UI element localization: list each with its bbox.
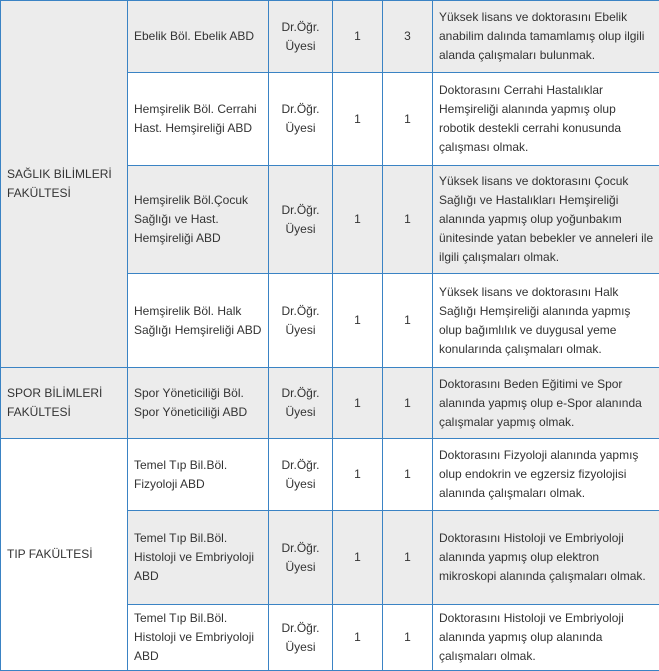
faculty-name: SPOR BİLİMLERİ FAKÜLTESİ bbox=[7, 386, 102, 419]
unit-cell: Hemşirelik Böl. Halk Sağlığı Hemşireliği ABD bbox=[128, 274, 269, 368]
unit-cell: Ebelik Böl. Ebelik ABD bbox=[128, 1, 269, 73]
table-row bbox=[1, 368, 659, 439]
title-cell: Dr.Öğr. Üyesi bbox=[269, 73, 333, 166]
count-cell: 1 bbox=[333, 1, 383, 73]
requirement-cell: Doktorasını Histoloji ve Embriyoloji alanında yapmış olup elektron mikroskopi alanında çalışmaları olmak. bbox=[433, 511, 659, 605]
count-cell: 1 bbox=[333, 605, 383, 671]
count-cell: 1 bbox=[333, 274, 383, 368]
unit-cell: Temel Tıp Bil.Böl. Histoloji ve Embriyoloji ABD bbox=[128, 511, 269, 605]
requirement-cell: Yüksek lisans ve doktorasını Halk Sağlığı Hemşireliği alanında yapmış olup bağımlılık ve duygusal yeme konularında çalışmaları olmak. bbox=[433, 274, 659, 368]
requirement-cell: Yüksek lisans ve doktorasını Çocuk Sağlığı ve Hastalıkları Hemşireliği alanında yapmış olup yoğunbakım ünitesinde yatan bebekler ve anneleri ile ilgili çalışmaları olmak. bbox=[433, 166, 659, 274]
count-cell: 1 bbox=[333, 368, 383, 439]
title-cell: Dr.Öğr. Üyesi bbox=[269, 439, 333, 511]
requirement-cell: Doktorasını Cerrahi Hastalıklar Hemşireliği alanında yapmış olup robotik destekli cerrahi konusunda çalışması olmak. bbox=[433, 73, 659, 166]
requirement-cell: Doktorasını Histoloji ve Embriyoloji alanında yapmış olup alanında çalışmaları olmak. bbox=[433, 605, 659, 671]
requirement-cell: Doktorasını Beden Eğitimi ve Spor alanında yapmış olup e-Spor alanında çalışmalar yapmış olmak. bbox=[433, 368, 659, 439]
title-cell: Dr.Öğr. Üyesi bbox=[269, 605, 333, 671]
count-cell: 1 bbox=[333, 166, 383, 274]
count-cell: 1 bbox=[333, 73, 383, 166]
points-cell: 1 bbox=[383, 368, 433, 439]
title-cell: Dr.Öğr. Üyesi bbox=[269, 166, 333, 274]
table-row bbox=[1, 1, 659, 73]
faculty-cell bbox=[1, 439, 128, 671]
count-cell: 1 bbox=[333, 511, 383, 605]
points-cell: 1 bbox=[383, 274, 433, 368]
points-cell: 1 bbox=[383, 511, 433, 605]
title-cell: Dr.Öğr. Üyesi bbox=[269, 274, 333, 368]
unit-cell: Temel Tıp Bil.Böl. Histoloji ve Embriyoloji ABD bbox=[128, 605, 269, 671]
title-cell: Dr.Öğr. Üyesi bbox=[269, 1, 333, 73]
table-row bbox=[1, 439, 659, 511]
requirement-cell: Doktorasını Fizyoloji alanında yapmış olup endokrin ve egzersiz fizyolojisi alanında çalışmaları olmak. bbox=[433, 439, 659, 511]
faculty-name: TIP FAKÜLTESİ bbox=[7, 547, 93, 561]
unit-cell: Temel Tıp Bil.Böl. Fizyoloji ABD bbox=[128, 439, 269, 511]
unit-cell: Hemşirelik Böl. Cerrahi Hast. Hemşireliği ABD bbox=[128, 73, 269, 166]
points-cell: 1 bbox=[383, 439, 433, 511]
points-cell: 1 bbox=[383, 166, 433, 274]
faculty-cell bbox=[1, 1, 128, 368]
unit-cell: Hemşirelik Böl.Çocuk Sağlığı ve Hast. Hemşireliği ABD bbox=[128, 166, 269, 274]
points-cell: 1 bbox=[383, 73, 433, 166]
unit-cell: Spor Yöneticiliği Böl. Spor Yöneticiliği ABD bbox=[128, 368, 269, 439]
faculty-name: SAĞLIK BİLİMLERİ FAKÜLTESİ bbox=[7, 167, 112, 200]
faculty-cell bbox=[1, 368, 128, 439]
requirement-cell: Yüksek lisans ve doktorasını Ebelik anabilim dalında tamamlamış olup ilgili alanda çalışmaları bulunmak. bbox=[433, 1, 659, 73]
title-cell: Dr.Öğr. Üyesi bbox=[269, 511, 333, 605]
count-cell: 1 bbox=[333, 439, 383, 511]
title-cell: Dr.Öğr. Üyesi bbox=[269, 368, 333, 439]
points-cell: 3 bbox=[383, 1, 433, 73]
points-cell: 1 bbox=[383, 605, 433, 671]
